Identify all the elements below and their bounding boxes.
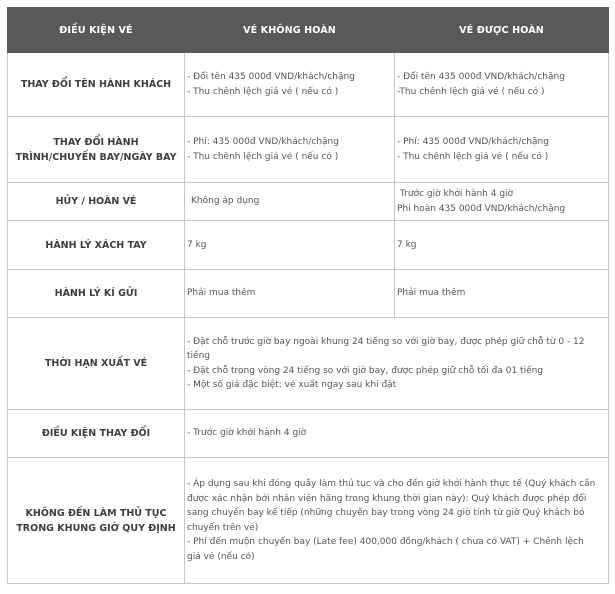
- combined-cell: [185, 410, 609, 458]
- refundable-cell: [395, 270, 609, 318]
- refundable-cell: [395, 221, 609, 270]
- row-label: HÀNH LÝ KÍ GỬI: [8, 270, 185, 318]
- fare-conditions-table: [7, 7, 609, 584]
- cell-line: Phải mua thêm: [397, 288, 466, 299]
- row-label: ĐIỀU KIỆN THAY ĐỔI: [8, 410, 185, 458]
- cell-line: - Trước giờ khởi hành 4 giờ: [187, 428, 307, 439]
- header-conditions: ĐIỀU KIỆN VÉ: [8, 8, 185, 53]
- table-row: [8, 117, 609, 183]
- row-label: HỦY / HOÀN VÉ: [8, 183, 185, 221]
- cell-line: -Thu chênh lệch giá vé ( nếu có ): [397, 86, 545, 97]
- cell-line: - Thu chênh lệch giá vé ( nếu có ): [397, 151, 549, 162]
- cell-line: - Áp dụng sau khi đóng quầy làm thủ tục và cho đến giờ khởi hành thực tế (Quý khách cần được xác nhận bởi nhân viên hãng trong khung thời gian này): Quý khách được phép đổi sang chuyến bay kế tiếp (những chuyến bay trong vòng 24 giờ tính từ giờ Quý khách bỏ chuyến trên vé): [187, 479, 596, 533]
- cell-line: - Một số giá đặc biệt: vé xuất ngay sau khi đặt: [187, 380, 397, 390]
- table-header-row: [8, 8, 609, 53]
- cell-line: - Thu chênh lệch giá vé ( nếu có ): [187, 86, 339, 97]
- cell-line: - Đổi tên 435 000đ VND/khách/chặng: [397, 72, 565, 82]
- non-refundable-cell: [185, 221, 395, 270]
- refundable-cell: [395, 117, 609, 183]
- cell-line: - Thu chênh lệch giá vé ( nếu có ): [187, 151, 339, 162]
- table-row: [8, 53, 609, 117]
- cell-line: 7 kg: [397, 239, 417, 250]
- non-refundable-cell: [185, 270, 395, 318]
- refundable-cell: [395, 53, 609, 117]
- table-row: [8, 270, 609, 318]
- cell-line: - Phí: 435 000đ VND/khách/chặng: [397, 137, 549, 147]
- non-refundable-cell: [185, 53, 395, 117]
- cell-line: 7 kg: [187, 239, 207, 250]
- table-row: [8, 410, 609, 458]
- cell-line: Phí hoàn 435 000đ VND/khách/chặng: [397, 203, 566, 214]
- non-refundable-cell: [185, 183, 395, 221]
- cell-line: Không áp dụng: [191, 196, 260, 207]
- refundable-cell: [395, 183, 609, 221]
- row-label: HÀNH LÝ XÁCH TAY: [8, 221, 185, 270]
- header-non-refundable: VÉ KHÔNG HOÀN: [185, 8, 395, 53]
- non-refundable-cell: [185, 117, 395, 183]
- row-label: THAY ĐỔI HÀNH TRÌNH/CHUYẾN BAY/NGÀY BAY: [8, 117, 185, 183]
- table-row: [8, 183, 609, 221]
- table-row: [8, 221, 609, 270]
- header-refundable: VÉ ĐƯỢC HOÀN: [395, 8, 609, 53]
- table-row: [8, 458, 609, 584]
- cell-line: - Phí: 435 000đ VND/khách/chặng: [187, 137, 339, 147]
- cell-line: - Đổi tên 435 000đ VND/khách/chặng: [187, 72, 355, 82]
- table-row: [8, 318, 609, 410]
- cell-line: - Đặt chỗ trước giờ bay ngoài khung 24 tiếng so với giờ bay, được phép giữ chỗ từ 0 - 12 tiếng: [187, 336, 585, 361]
- cell-line: - Phí đến muộn chuyến bay (Late fee) 400,000 đồng/khách ( chưa có VAT) + Chênh lệch giá vé (nếu có): [187, 537, 584, 562]
- row-label: THAY ĐỔI TÊN HÀNH KHÁCH: [8, 53, 185, 117]
- combined-cell: [185, 318, 609, 410]
- combined-cell: [185, 458, 609, 584]
- cell-line: - Đặt chỗ trong vòng 24 tiếng so với giờ bay, được phép giữ chỗ tối đa 01 tiếng: [187, 365, 544, 376]
- cell-line: Trước giờ khởi hành 4 giờ: [400, 189, 514, 199]
- row-label: THỜI HẠN XUẤT VÉ: [8, 318, 185, 410]
- cell-line: Phải mua thêm: [187, 288, 256, 299]
- row-label: KHÔNG ĐẾN LÀM THỦ TỤC TRONG KHUNG GIỜ QUY ĐỊNH: [8, 458, 185, 584]
